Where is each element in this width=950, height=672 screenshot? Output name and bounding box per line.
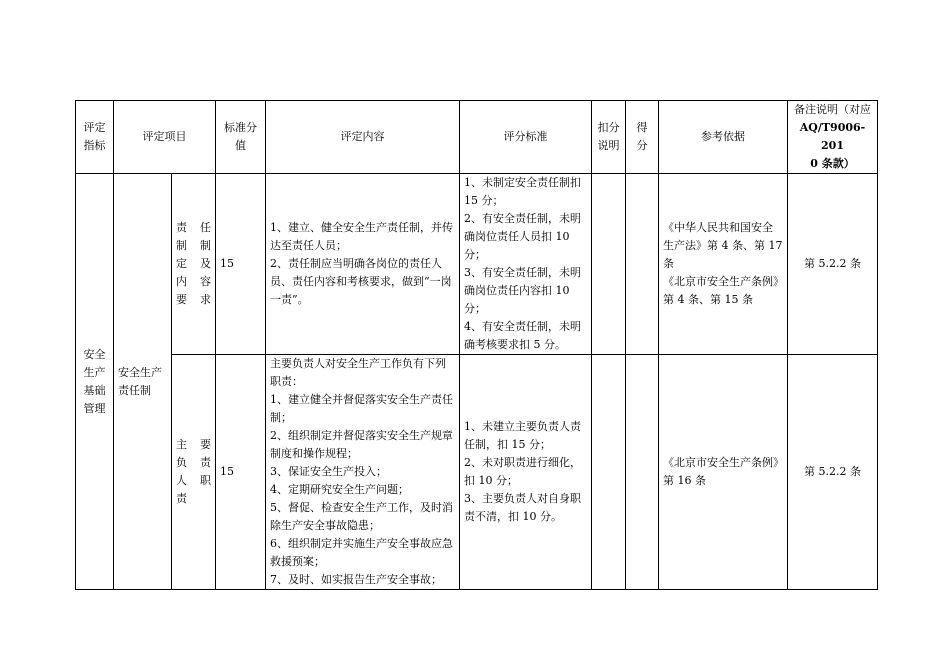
header-basis: 参考依据 <box>659 101 788 174</box>
deduct-cell <box>592 355 626 590</box>
table-row <box>76 174 878 355</box>
header-item: 评定项目 <box>114 101 216 174</box>
header-note-line2: AQ/T9006-201 <box>799 121 866 152</box>
basis-cell: 《北京市安全生产条例》第 16 条 <box>659 355 788 590</box>
header-note-line3: 0 条款） <box>810 157 855 170</box>
got-cell <box>626 355 659 590</box>
deduct-cell <box>592 174 626 355</box>
got-cell <box>626 174 659 355</box>
header-deduct: 扣分 说明 <box>592 101 626 174</box>
header-note <box>788 101 878 174</box>
subitem-cell: 主 要 负 责 人 职 责 <box>172 355 216 590</box>
header-row <box>76 101 878 174</box>
evaluation-table <box>75 100 878 590</box>
header-note-line1: 备注说明（对应 <box>794 103 871 116</box>
subitem-cell: 责 任 制 制 定 及 内 容 要求 <box>172 174 216 355</box>
score-cell: 15 <box>216 355 266 590</box>
standard-cell: 1、未建立主要负责人责任制，扣 15 分； 2、未对职责进行细化，扣 10 分； 3、主要负责人对自身职责不清，扣 10 分。 <box>460 355 592 590</box>
basis-cell: 《中华人民共和国安全生产法》第 4 条、第 17 条 《北京市安全生产条例》第 4 条、第 15 条 <box>659 174 788 355</box>
header-content: 评定内容 <box>266 101 460 174</box>
header-indicator: 评定 指标 <box>76 101 114 174</box>
indicator-cell: 安全 生产 基础 管理 <box>76 174 114 590</box>
content-cell: 1、建立、健全安全生产责任制，并传达至责任人员； 2、责任制应当明确各岗位的责任人员、责任内容和考核要求，做到“一岗一责”。 <box>266 174 460 355</box>
score-cell: 15 <box>216 174 266 355</box>
content-cell: 主要负责人对安全生产工作负有下列职责： 1、建立健全并督促落实安全生产责任制； 2、组织制定并督促落实安全生产规章制度和操作规程； 3、保证安全生产投入； 4、定期研究安全生产问题； 5、督促、检查安全生产工作，及时消除生产安全事故隐患； 6、组织制定并实施生产安全事故应急救援预案； 7、及时、如实报告生产安全事故； <box>266 355 460 590</box>
item-cell: 安全生产 责任制 <box>114 174 172 590</box>
standard-cell: 1、未制定安全责任制扣 15 分； 2、有安全责任制，未明确岗位责任人员扣 10 分； 3、有安全责任制，未明确岗位责任内容扣 10 分； 4、有安全责任制，未明确考核要求扣 5 分。 <box>460 174 592 355</box>
header-got: 得 分 <box>626 101 659 174</box>
note-cell: 第 5.2.2 条 <box>788 174 878 355</box>
note-cell: 第 5.2.2 条 <box>788 355 878 590</box>
header-standard: 评分标准 <box>460 101 592 174</box>
header-score: 标准分 值 <box>216 101 266 174</box>
table-row <box>76 355 878 590</box>
